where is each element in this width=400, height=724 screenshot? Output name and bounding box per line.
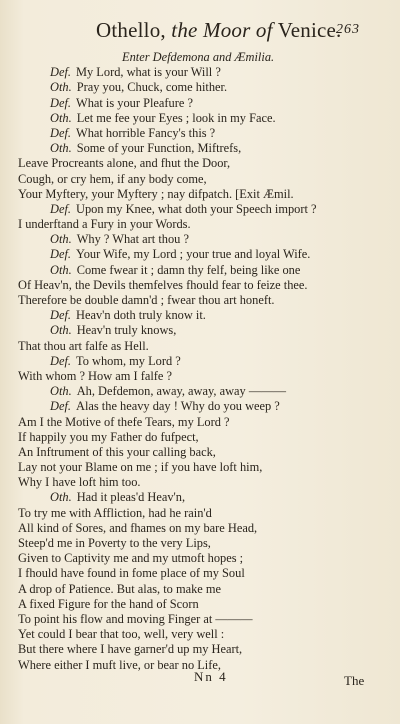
line-text: Heav'n truly knows, — [76, 323, 177, 338]
line-text: Heav'n doth truly know it. — [76, 308, 206, 323]
line-text: Alas the heavy day ! Why do you weep ? — [76, 399, 280, 414]
line-text: Lay not your Blame on me ; if you have loft him, — [18, 460, 263, 475]
verse-line — [12, 566, 396, 581]
line-text: Had it pleas'd Heav'n, — [76, 490, 186, 505]
line-text: Therefore be double damn'd ; fwear thou art honeft. — [18, 293, 275, 307]
verse-line — [12, 430, 396, 445]
play-text — [12, 50, 396, 673]
line-text: A drop of Patience. But alas, to make me — [18, 581, 222, 596]
speech-line — [12, 65, 396, 80]
speaker-name: Def. — [50, 399, 71, 414]
verse-line — [12, 642, 396, 657]
verse-line — [12, 172, 396, 187]
verse-line — [12, 506, 396, 521]
speech-line — [12, 247, 396, 262]
line-text: Your Wife, my Lord ; your true and loyal Wife. — [76, 247, 311, 262]
speaker-name: Def. — [50, 125, 71, 140]
speaker-name: Def. — [50, 65, 71, 80]
verse-line — [12, 339, 396, 354]
speaker-name: Oth. — [50, 141, 72, 156]
line-text: What is your Pleafure ? — [76, 95, 193, 110]
speech-line — [12, 126, 396, 141]
line-text: Why ? What art thou ? — [76, 232, 189, 247]
page-header — [0, 16, 400, 46]
line-text: Ah, Defdemon, away, away, away ——— — [76, 384, 286, 399]
running-head — [96, 18, 342, 43]
speaker-name: Def. — [50, 95, 71, 110]
speaker-name: Def. — [50, 247, 71, 262]
line-text: All kind of Sores, and fhames on my bare Head, — [18, 520, 258, 535]
line-text: That thou art falfe as Hell. — [18, 338, 149, 353]
speech-line — [12, 399, 396, 414]
line-text: With whom ? How am I falfe ? — [18, 368, 172, 383]
line-text: What horrible Fancy's this ? — [76, 125, 216, 140]
line-text: To whom, my Lord ? — [76, 353, 181, 368]
signature-mark: Nn 4 — [194, 669, 228, 684]
speech-line — [12, 354, 396, 369]
speech-line — [12, 490, 396, 505]
speaker-name: Def. — [50, 353, 71, 368]
speech-line — [12, 323, 396, 338]
speech-line — [12, 263, 396, 278]
page-footer — [0, 667, 400, 691]
line-text: Some of your Function, Miftrefs, — [76, 141, 242, 156]
verse-line — [12, 627, 396, 642]
line-text: I underftand a Fury in your Words. — [18, 217, 191, 232]
speaker-name: Def. — [50, 308, 71, 323]
speaker-name: Oth. — [50, 232, 72, 247]
speaker-name: Def. — [50, 201, 71, 216]
line-text: Enter Defdemona and Æmilia. — [122, 50, 275, 64]
line-text: Upon my Knee, what doth your Speech import ? — [76, 201, 317, 216]
verse-line — [12, 187, 396, 202]
line-text: A fixed Figure for the hand of Scorn — [18, 596, 199, 611]
verse-line — [12, 460, 396, 475]
verse-line — [12, 536, 396, 551]
line-text: If happily you my Father do fufpect, — [18, 429, 199, 444]
verse-line — [12, 551, 396, 566]
running-head-italic: the Moor of — [171, 18, 273, 42]
line-text: Leave Procreants alone, and fhut the Door, — [18, 156, 231, 171]
catchword: The — [344, 673, 365, 688]
verse-line — [12, 415, 396, 430]
line-text: I fhould have found in fome place of my Soul — [18, 566, 245, 581]
line-text: Cough, or cry hem, if any body come, — [18, 171, 207, 186]
verse-line — [12, 612, 396, 627]
verse-line — [12, 278, 396, 293]
running-head-city: Venice. — [272, 18, 342, 42]
line-text: Of Heav'n, the Devils themfelves fhould fear to feize thee. — [18, 277, 308, 292]
verse-line — [12, 217, 396, 232]
speaker-name: Oth. — [50, 384, 72, 399]
line-text: Yet could I bear that too, well, very well : — [18, 627, 225, 642]
line-text: Pray you, Chuck, come hither. — [76, 80, 228, 95]
speaker-name: Oth. — [50, 80, 72, 95]
speaker-name: Oth. — [50, 110, 72, 125]
line-text: To try me with Affliction, had he rain'd — [18, 505, 212, 520]
verse-line — [12, 156, 396, 171]
verse-line — [12, 475, 396, 490]
line-text: To point his flow and moving Finger at ——— — [18, 611, 253, 626]
line-text: My Lord, what is your Will ? — [76, 65, 221, 80]
line-text: Your Myftery, your Myftery ; nay difpatch. [Exit Æmil. — [18, 186, 294, 201]
line-text: Given to Captivity me and my utmoft hopes ; — [18, 551, 244, 566]
speech-line — [12, 232, 396, 247]
verse-line — [12, 369, 396, 384]
line-text: But there where I have garner'd up my Heart, — [18, 642, 243, 657]
speech-line — [12, 141, 396, 156]
line-text: Come fwear it ; damn thy felf, being like one — [76, 262, 301, 277]
verse-line — [12, 582, 396, 597]
speech-line — [12, 111, 396, 126]
line-text: Let me fee your Eyes ; look in my Face. — [76, 110, 276, 125]
stage-direction — [12, 50, 396, 65]
verse-line — [12, 597, 396, 612]
verse-line — [12, 521, 396, 536]
speaker-name: Oth. — [50, 323, 72, 338]
speech-line — [12, 96, 396, 111]
line-text: Am I the Motive of thefe Tears, my Lord ? — [18, 414, 230, 429]
verse-line — [12, 445, 396, 460]
speaker-name: Oth. — [50, 262, 72, 277]
page-number: 263 — [336, 22, 360, 37]
line-text: Why I have loft him too. — [18, 475, 141, 490]
speech-line — [12, 308, 396, 323]
verse-line — [12, 293, 396, 308]
speaker-name: Oth. — [50, 490, 72, 505]
speech-line — [12, 80, 396, 95]
line-text: An Inftrument of this your calling back, — [18, 444, 216, 459]
line-text: Where either I muft live, or bear no Life, — [18, 657, 221, 672]
speech-line — [12, 384, 396, 399]
speech-line — [12, 202, 396, 217]
line-text: Steep'd me in Poverty to the very Lips, — [18, 536, 211, 550]
running-head-roman: Othello, — [96, 18, 172, 42]
